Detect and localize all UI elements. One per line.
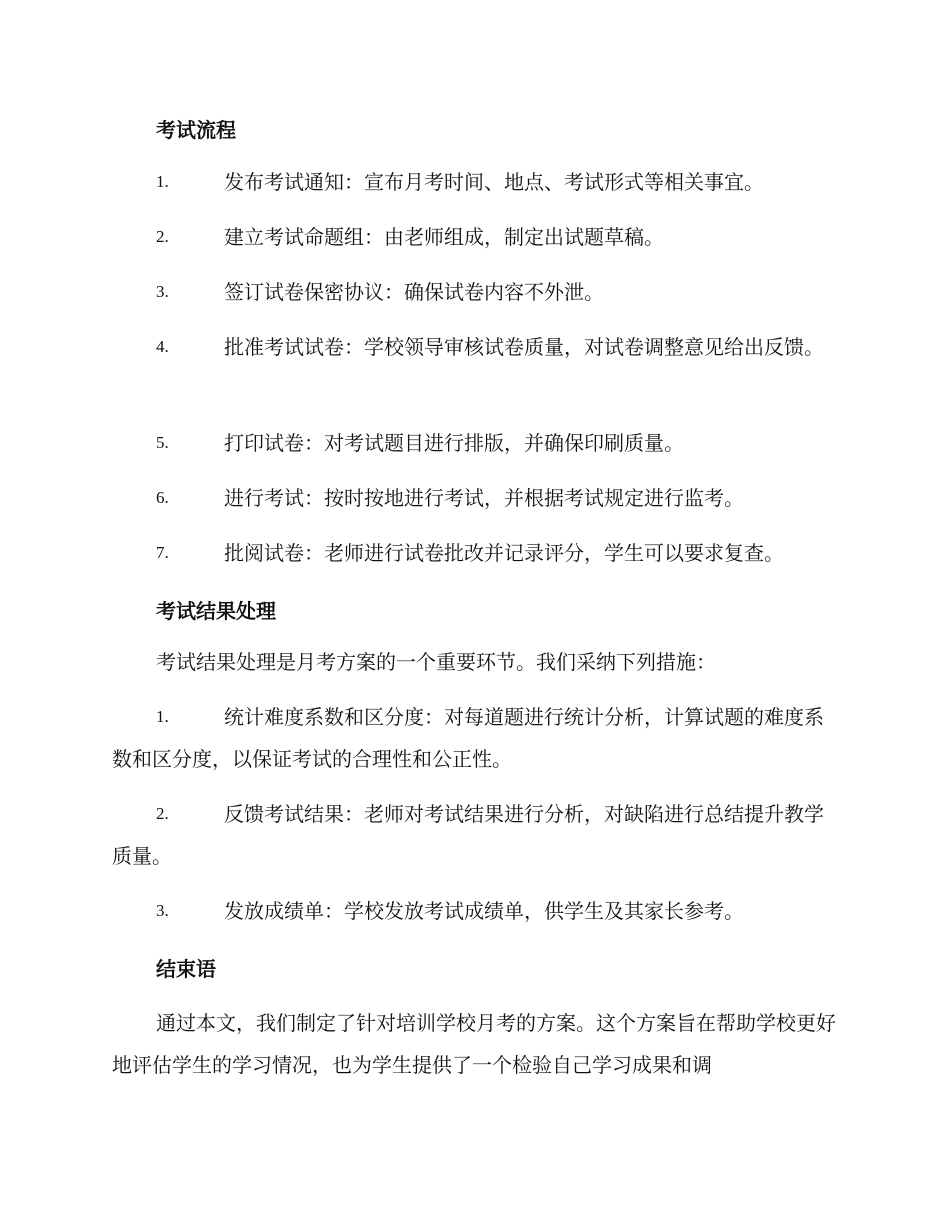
list-item-text: 打印试卷：对考试题目进行排版，并确保印刷质量。 (224, 431, 684, 455)
list-item-text: 发布考试通知：宣布月考时间、地点、考试形式等相关事宜。 (224, 170, 764, 194)
list-item-number: 5. (156, 433, 169, 452)
list-item-text: 签订试卷保密协议：确保试卷内容不外泄。 (224, 280, 604, 304)
conclusion-paragraph: 通过本文，我们制定了针对培训学校月考的方案。这个方案旨在帮助学校更好地评估学生的学习情况，也为学生提供了一个检验自己学习成果和调 (112, 1011, 836, 1077)
list-item (112, 271, 836, 313)
list-item-text: 建立考试命题组：由老师组成，制定出试题草稿。 (224, 225, 664, 249)
list-item-text: 统计难度系数和区分度：对每道题进行统计分析，计算试题的难度系数和区分度，以保证考试的合理性和公正性。 (112, 705, 824, 771)
list-item-number: 1. (156, 707, 169, 726)
list-item (112, 216, 836, 258)
section-heading-results: 考试结果处理 (156, 599, 276, 623)
list-item (112, 326, 836, 368)
list-item (112, 422, 836, 464)
section-intro: 考试结果处理是月考方案的一个重要环节。我们采纳下列措施： (156, 650, 716, 674)
list-item-number: 2. (156, 804, 169, 823)
list-item (112, 793, 836, 877)
list-item-text: 发放成绩单：学校发放考试成绩单，供学生及其家长参考。 (224, 899, 744, 923)
list-item-number: 1. (156, 172, 169, 191)
list-item (112, 696, 836, 780)
list-item (112, 161, 836, 203)
section-heading-conclusion: 结束语 (156, 957, 216, 981)
list-item-number: 4. (156, 337, 169, 356)
section-heading-exam-process: 考试流程 (156, 118, 236, 142)
list-item-text: 进行考试：按时按地进行考试，并根据考试规定进行监考。 (224, 486, 744, 510)
list-item-number: 7. (156, 543, 169, 562)
list-item (112, 890, 836, 932)
list-item-text: 反馈考试结果：老师对考试结果进行分析，对缺陷进行总结提升教学质量。 (112, 802, 824, 868)
list-item-number: 2. (156, 227, 169, 246)
list-item (112, 532, 836, 574)
list-item-number: 6. (156, 488, 169, 507)
list-item (112, 477, 836, 519)
list-item-text: 批阅试卷：老师进行试卷批改并记录评分，学生可以要求复查。 (224, 541, 784, 565)
list-item-text: 批准考试试卷：学校领导审核试卷质量，对试卷调整意见给出反馈。 (224, 335, 824, 359)
list-item-number: 3. (156, 282, 169, 301)
list-item-number: 3. (156, 901, 169, 920)
